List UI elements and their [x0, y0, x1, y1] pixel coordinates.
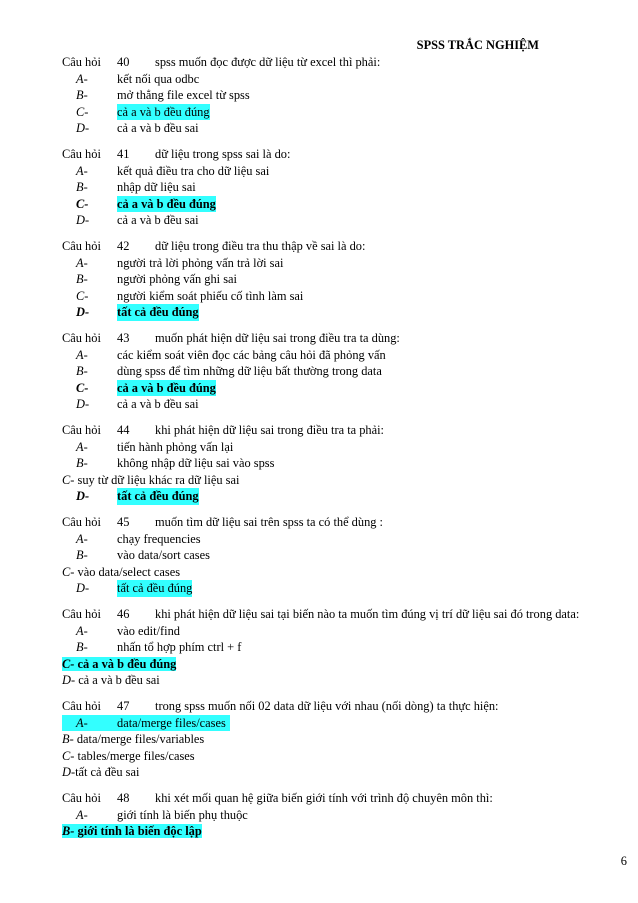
- question-number: 45: [117, 515, 130, 529]
- question-header: [62, 238, 622, 255]
- option-a: A- kết quả điều tra cho dữ liệu sai: [76, 163, 270, 178]
- question-label: Câu hỏi: [62, 239, 101, 253]
- option-d-answer: D- tất cả đều đúng: [76, 581, 193, 595]
- option-c-answer: C- cả a và b đều đúng: [76, 104, 210, 119]
- page-header-title: SPSS TRẮC NGHIỆM: [416, 38, 539, 52]
- option-a: A- kết nối qua odbc: [76, 71, 200, 86]
- question-header: [62, 514, 622, 531]
- question-text: trong spss muốn nối 02 data dữ liệu với nhau (nối dòng) ta thực hiện:: [155, 699, 499, 713]
- question-text: muốn phát hiện dữ liệu sai trong điều tra ta dùng:: [155, 331, 400, 345]
- option-d: D- cả a và b đều sai: [76, 397, 199, 411]
- option-a: A- người trả lời phỏng vấn trả lời sai: [76, 255, 284, 270]
- question-41: [62, 146, 622, 229]
- option-c-inline: C- suy từ dữ liệu khác ra dữ liệu sai: [62, 472, 240, 487]
- question-list: [62, 54, 622, 849]
- question-number: 42: [117, 239, 130, 253]
- question-label: Câu hỏi: [62, 331, 101, 345]
- question-label: Câu hỏi: [62, 515, 101, 529]
- question-label: Câu hỏi: [62, 607, 101, 621]
- question-header: [62, 330, 622, 347]
- option-b-answer-inline: B- giới tính là biến độc lập: [62, 824, 202, 838]
- option-d-inline: D-tất cả đều sai: [62, 765, 140, 779]
- option-d: D- cả a và b đều sai: [76, 121, 199, 135]
- question-number: 48: [117, 791, 130, 805]
- question-text: spss muốn đọc được dữ liệu từ excel thì phải:: [155, 55, 381, 69]
- question-43: [62, 330, 622, 413]
- option-a: A- các kiểm soát viên đọc các bảng câu hỏi đã phỏng vấn: [76, 347, 386, 362]
- question-label: Câu hỏi: [62, 423, 101, 437]
- option-c-answer-inline: C- cả a và b đều đúng: [62, 656, 177, 671]
- question-number: 44: [117, 423, 130, 437]
- question-text: dữ liệu trong spss sai là do:: [155, 147, 291, 161]
- question-44: [62, 422, 622, 505]
- option-d-inline: D- cả a và b đều sai: [62, 673, 160, 687]
- question-header: [62, 54, 622, 71]
- question-label: Câu hỏi: [62, 699, 101, 713]
- option-a: A- tiến hành phỏng vấn lại: [76, 439, 234, 454]
- question-number: 47: [117, 699, 130, 713]
- option-b: B- dùng spss để tìm những dữ liệu bất thường trong data: [76, 364, 382, 378]
- option-d-answer: D- tất cả đều đúng: [76, 489, 199, 503]
- option-a: A- giới tính là biến phụ thuộc: [76, 807, 248, 822]
- question-40: [62, 54, 622, 137]
- option-b: B- người phỏng vấn ghi sai: [76, 272, 237, 286]
- option-b-inline: B- data/merge files/variables: [62, 732, 205, 746]
- question-text: muốn tìm dữ liệu sai trên spss ta có thể dùng :: [155, 515, 383, 529]
- question-46: [62, 606, 622, 689]
- question-text: khi phát hiện dữ liệu sai trong điều tra ta phải:: [155, 423, 385, 437]
- page-number: 6: [620, 854, 627, 868]
- option-b: B- không nhập dữ liệu sai vào spss: [76, 456, 275, 470]
- option-b: B- vào data/sort cases: [76, 548, 210, 562]
- question-number: 40: [117, 55, 130, 69]
- question-label: Câu hỏi: [62, 791, 101, 805]
- option-a: A- vào edit/find: [76, 623, 180, 638]
- option-b: B- nhập dữ liệu sai: [76, 180, 196, 194]
- question-48: [62, 790, 622, 840]
- question-42: [62, 238, 622, 321]
- option-c: C- người kiểm soát phiếu cố tình làm sai: [76, 288, 304, 303]
- question-header: [62, 422, 622, 439]
- option-a: A- chạy frequencies: [76, 531, 201, 546]
- option-c-answer: C- cả a và b đều đúng: [76, 380, 216, 395]
- question-header: [62, 146, 622, 163]
- question-header: [62, 606, 622, 623]
- question-header: [62, 790, 622, 807]
- question-number: 46: [117, 607, 130, 621]
- question-header: [62, 698, 622, 715]
- question-text: dữ liệu trong điều tra thu thập về sai là do:: [155, 239, 366, 253]
- option-d-answer: D- tất cả đều đúng: [76, 305, 199, 319]
- option-b: B- mở thẳng file excel từ spss: [76, 88, 250, 102]
- question-label: Câu hỏi: [62, 55, 101, 69]
- question-number: 41: [117, 147, 130, 161]
- option-c-answer: C- cả a và b đều đúng: [76, 196, 216, 211]
- option-a-answer: A- data/merge files/cases: [62, 715, 622, 732]
- question-text: khi xét mối quan hệ giữa biến giới tính với trình độ chuyên môn thì:: [155, 791, 493, 805]
- question-label: Câu hỏi: [62, 147, 101, 161]
- option-c-inline: C- vào data/select cases: [62, 564, 181, 579]
- option-c-inline: C- tables/merge files/cases: [62, 748, 195, 763]
- question-text: khi phát hiện dữ liệu sai tại biến nào ta muốn tìm đúng vị trí dữ liệu sai đó trong data:: [155, 607, 580, 621]
- option-d: D- cả a và b đều sai: [76, 213, 199, 227]
- question-number: 43: [117, 331, 130, 345]
- question-45: [62, 514, 622, 597]
- option-b: B- nhấn tổ hợp phím ctrl + f: [76, 640, 242, 654]
- question-47: [62, 698, 622, 781]
